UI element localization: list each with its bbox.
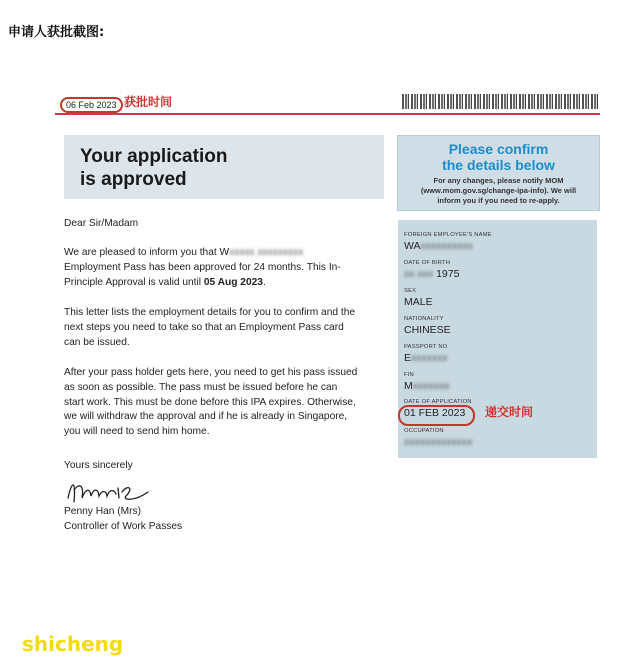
fin-blurred: xxxxxxx <box>412 380 450 392</box>
nationality-label: NATIONALITY <box>404 316 444 322</box>
submission-time-annotation: 递交时间 <box>485 405 534 419</box>
passport-value <box>404 352 448 364</box>
occupation-label: OCCUPATION <box>404 428 444 434</box>
employee-name-blurred: xxxxx xxxxxxxxx <box>229 247 304 258</box>
para1-middle: Employment Pass has been approved for 24 months. This In- Principle Approval is valid until <box>64 261 341 288</box>
letter-paragraph-approval <box>64 246 394 290</box>
fin-prefix: M <box>404 380 413 392</box>
occupation-value <box>404 436 472 448</box>
letter-greeting: Dear Sir/Madam <box>64 218 139 229</box>
dob-value <box>404 268 459 280</box>
approval-heading: Your application is approved <box>80 146 228 190</box>
letter-closing: Yours sincerely <box>64 460 133 471</box>
dob-year: 1975 <box>436 268 460 280</box>
barcode <box>402 94 598 109</box>
letter-signoff: Penny Han (Mrs) Controller of Work Passes <box>64 506 183 532</box>
sex-label: SEX <box>404 288 417 294</box>
dob-label: DATE OF BIRTH <box>404 260 451 266</box>
caption: 申请人获批截图: <box>8 25 105 40</box>
passport-prefix: E <box>404 352 412 364</box>
watermark-right: .news <box>123 632 189 656</box>
para1-end: . <box>262 276 266 288</box>
fin-label: FIN <box>404 372 414 378</box>
dob-blurred: xx xxx <box>404 268 434 280</box>
watermark-left: shicheng <box>22 632 124 656</box>
occupation-blurred: xxxxxxxxxxxxx <box>404 436 473 448</box>
valid-until-date: 05 Aug 2023 <box>203 276 263 288</box>
letter-paragraph-details: This letter lists the employment details for you to confirm and the next steps you need to take so that an Employment Pass card can be issued. <box>64 307 356 348</box>
letter-date-highlight: 06 Feb 2023 <box>60 97 123 113</box>
para1-start: We are pleased to inform you that W <box>64 247 230 258</box>
application-date-value: 01 FEB 2023 <box>404 407 466 419</box>
confirm-title: Please confirm the details below <box>442 141 555 173</box>
letter-paragraph-next-steps: After your pass holder gets here, you need to get his pass issued as soon as possible. The pass must be issued before he can start work. This must be done before this IPA expires. Otherwise, we will withdraw the approval and if he is already in Singapore, you will need to send him home. <box>64 367 358 438</box>
nationality-value: CHINESE <box>404 324 451 336</box>
name-blurred: xxxxxxxxxx <box>420 240 474 252</box>
fin-value <box>404 380 450 392</box>
passport-label: PASSPORT NO <box>404 344 448 350</box>
passport-blurred: xxxxxxx <box>411 352 448 364</box>
confirm-note: For any changes, please notify MOM (www.mom.gov.sg/change-ipa-info). We will inform you if you need to re-apply. <box>420 176 577 205</box>
application-date-label: DATE OF APPLICATION <box>404 399 472 405</box>
name-label: FOREIGN EMPLOYEE'S NAME <box>404 232 492 238</box>
header-divider <box>55 113 600 115</box>
name-value <box>404 240 473 252</box>
approval-time-annotation: 获批时间 <box>124 95 173 109</box>
sex-value: MALE <box>404 296 433 308</box>
name-prefix: WA <box>404 240 421 252</box>
site-watermark <box>22 632 189 656</box>
application-date-highlight <box>398 405 475 426</box>
